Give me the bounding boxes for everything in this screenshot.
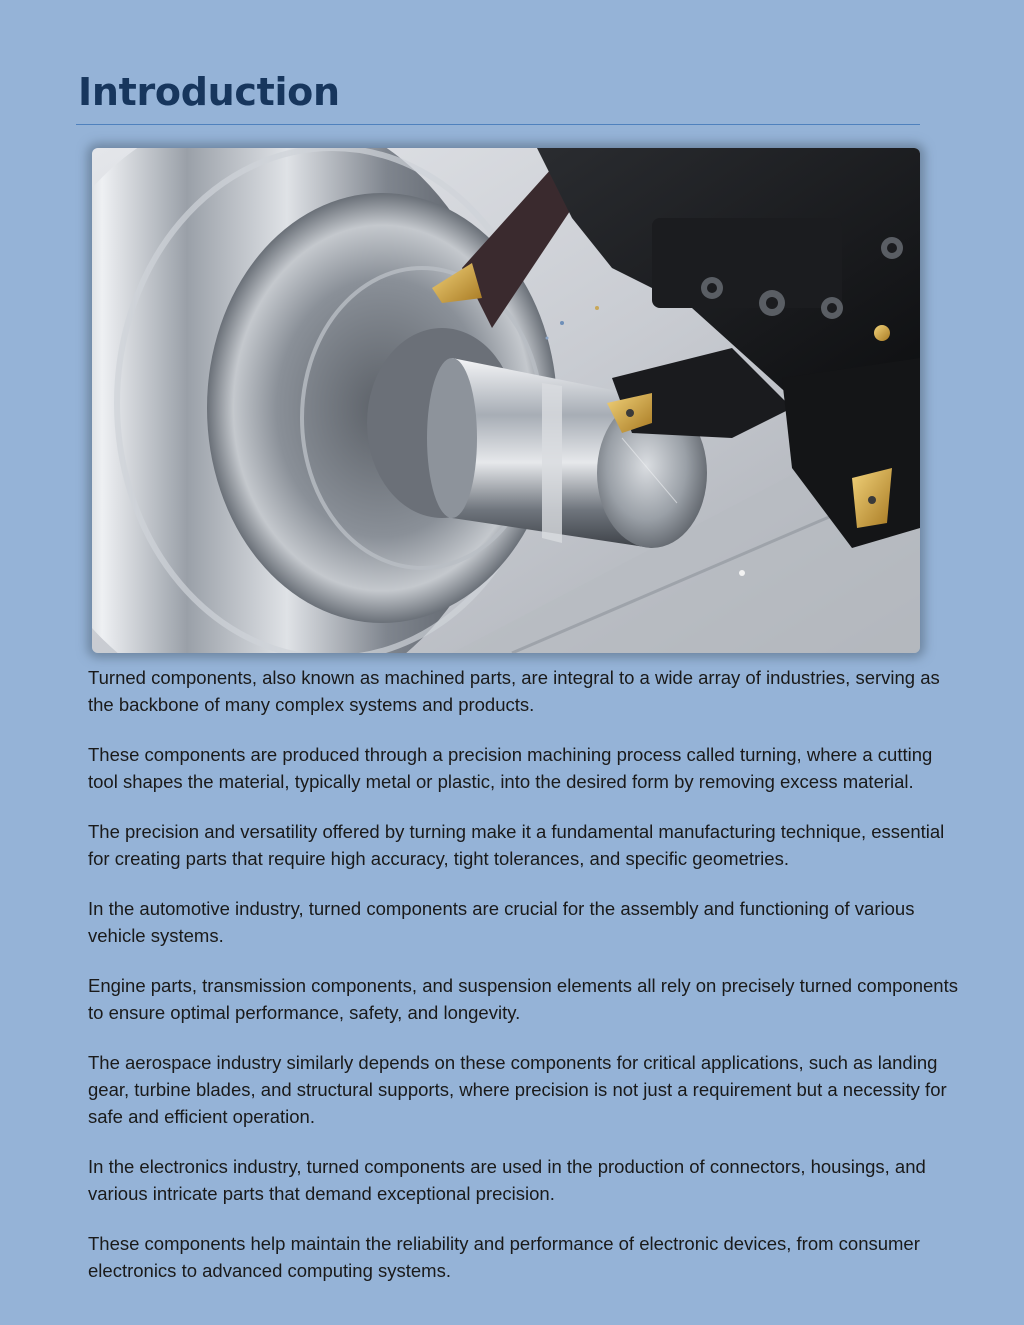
hero-image-lathe-turning <box>92 148 920 653</box>
page-title: Introduction <box>78 70 340 114</box>
paragraph: In the electronics industry, turned components are used in the production of connectors, housings, and various intricate parts that demand exceptional precision. <box>88 1156 926 1204</box>
paragraph: Turned components, also known as machined parts, are integral to a wide array of industries, serving as the backbone of many complex systems and products. <box>88 667 940 715</box>
paragraph: The precision and versatility offered by turning make it a fundamental manufacturing technique, essential for creating parts that require high accuracy, tight tolerances, and specific geometries. <box>88 821 945 869</box>
paragraph: In the automotive industry, turned components are crucial for the assembly and functioning of various vehicle systems. <box>88 898 915 946</box>
paragraph: Engine parts, transmission components, and suspension elements all rely on precisely turned components to ensure optimal performance, safety, and longevity. <box>88 975 958 1023</box>
paragraph: These components are produced through a precision machining process called turning, where a cutting tool shapes the material, typically metal or plastic, into the desired form by removing excess material. <box>88 744 933 792</box>
paragraph: These components help maintain the reliability and performance of electronic devices, from consumer electronics to advanced computing systems. <box>88 1233 920 1281</box>
body-text <box>88 664 958 1307</box>
title-divider <box>76 124 920 125</box>
paragraph: The aerospace industry similarly depends on these components for critical applications, such as landing gear, turbine blades, and structural supports, where precision is not just a requirement but a necessity for safe and efficient operation. <box>88 1052 947 1127</box>
